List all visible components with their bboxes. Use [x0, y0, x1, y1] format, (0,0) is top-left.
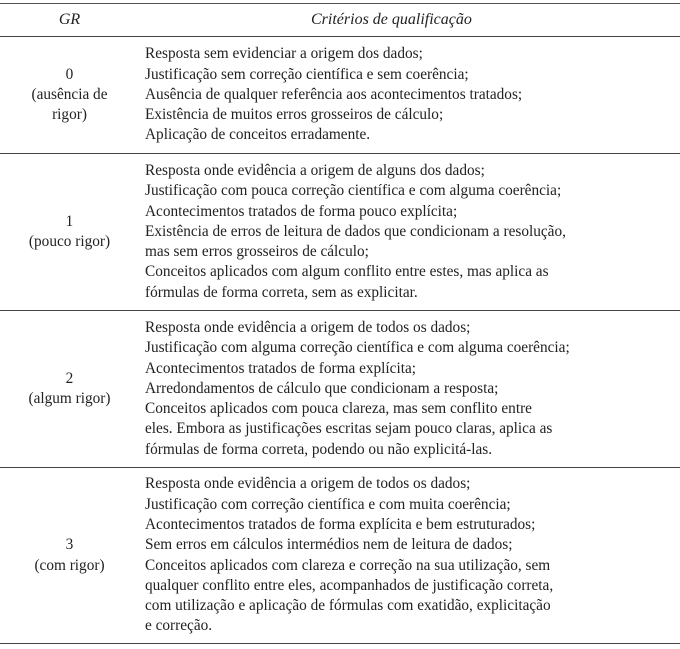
criteria-line: Sem erros em cálculos intermédios nem de leitura de dados;	[145, 536, 513, 554]
criteria-line: fórmulas de forma correta, sem as explicitar.	[145, 283, 418, 301]
criteria-line: Justificação com pouca correção científica e com alguma coerência;	[145, 182, 562, 200]
level-cell	[0, 468, 139, 644]
level-description: (ausência de	[31, 85, 108, 103]
criteria-line: qualquer conflito entre eles, acompanhados de justificação correta,	[145, 576, 554, 594]
level-cell	[0, 37, 139, 154]
level-description: rigor)	[52, 106, 87, 124]
criteria-line: Justificação com correção científica e com muita coerência;	[145, 495, 511, 513]
criteria-cell	[139, 37, 680, 154]
criteria-line: e correção.	[145, 617, 213, 635]
criteria-line: Existência de muitos erros grosseiros de cálculo;	[145, 106, 444, 124]
criteria-line: Conceitos aplicados com algum conflito entre estes, mas aplica as	[145, 263, 549, 281]
header-gr: GR	[0, 4, 139, 37]
level-cell	[0, 154, 139, 311]
level-number: 3	[65, 536, 74, 554]
table-row-level-3	[0, 468, 680, 644]
criteria-line: Conceitos aplicados com pouca clareza, mas sem conflito entre	[145, 400, 532, 418]
table-header-row	[0, 4, 680, 37]
criteria-cell	[139, 154, 680, 311]
criteria-line: Ausência de qualquer referência aos acontecimentos tratados;	[145, 85, 523, 103]
table-row-level-2	[0, 311, 680, 468]
criteria-cell	[139, 468, 680, 644]
level-number: 2	[65, 369, 74, 387]
table-row-level-1	[0, 154, 680, 311]
header-criteria: Critérios de qualificação	[139, 4, 680, 37]
criteria-cell	[139, 311, 680, 468]
criteria-line: fórmulas de forma correta, podendo ou não explicitá-las.	[145, 440, 493, 458]
criteria-line: mas sem erros grosseiros de cálculo;	[145, 243, 369, 261]
criteria-line: Acontecimentos tratados de forma pouco explícita;	[145, 202, 458, 220]
criteria-line: Arredondamentos de cálculo que condicionam a resposta;	[145, 379, 499, 397]
table-row-level-0	[0, 37, 680, 154]
level-description: (pouco rigor)	[28, 233, 111, 250]
criteria-line: eles. Embora as justificações escritas sejam pouco claras, aplica as	[145, 420, 553, 438]
level-number: 1	[65, 212, 74, 230]
criteria-line: Conceitos aplicados com clareza e correção na sua utilização, sem	[145, 556, 551, 574]
level-number: 0	[65, 65, 74, 83]
criteria-line: Acontecimentos tratados de forma explícita e bem estruturados;	[145, 515, 536, 533]
criteria-line: Aplicação de conceitos erradamente.	[145, 126, 371, 144]
criteria-line: Existência de erros de leitura de dados que condicionam a resolução,	[145, 222, 566, 240]
criteria-line: Resposta onde evidência a origem de todos os dados;	[145, 318, 471, 336]
criteria-table	[0, 3, 680, 644]
criteria-line: Resposta onde evidência a origem de todos os dados;	[145, 475, 471, 493]
level-description: (com rigor)	[34, 556, 105, 574]
level-description: (algum rigor)	[28, 390, 111, 407]
criteria-line: Justificação sem correção científica e sem coerência;	[145, 65, 469, 83]
criteria-line: Resposta sem evidenciar a origem dos dados;	[145, 45, 423, 63]
criteria-line: Acontecimentos tratados de forma explícita;	[145, 359, 416, 377]
level-cell	[0, 311, 139, 468]
criteria-line: com utilização e aplicação de fórmulas com exatidão, explicitação	[145, 597, 551, 615]
criteria-line: Justificação com alguma correção científica e com alguma coerência;	[145, 339, 570, 357]
criteria-line: Resposta onde evidência a origem de alguns dos dados;	[145, 161, 485, 179]
